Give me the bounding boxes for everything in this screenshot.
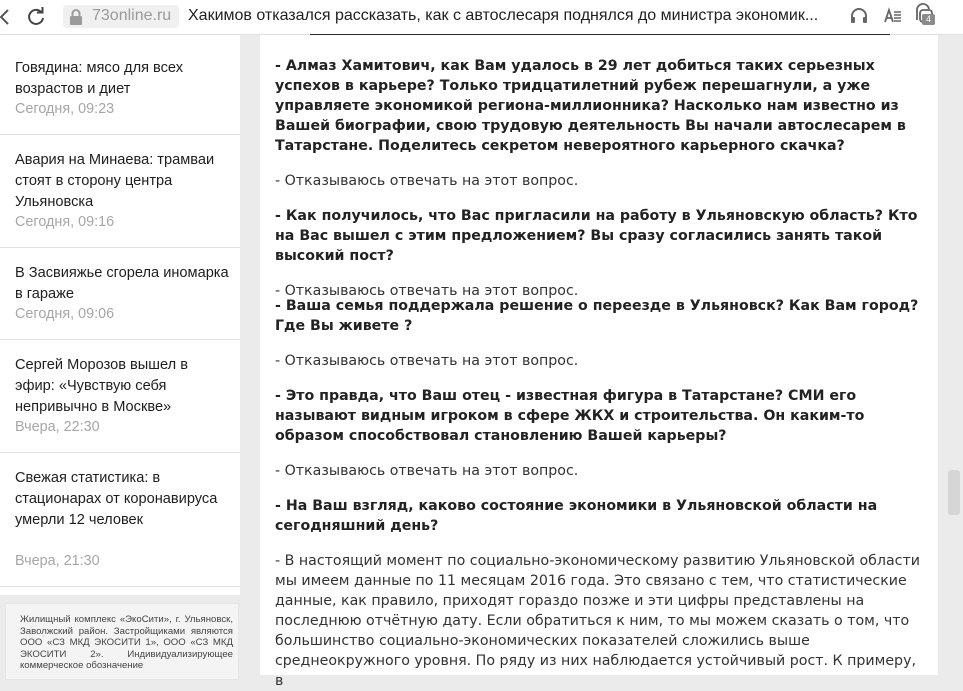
tabs-count-badge[interactable]: 4	[922, 14, 935, 25]
news-item-title[interactable]: Говядина: мясо для всех возрастов и диет	[15, 60, 184, 97]
interview-answer: - Отказываюсь отвечать на этот вопрос.	[275, 283, 579, 299]
interview-block	[275, 296, 925, 371]
interview-block	[275, 56, 925, 191]
interview-block	[275, 386, 925, 481]
page-scrollbar[interactable]	[948, 470, 960, 515]
news-item[interactable]	[0, 35, 240, 135]
news-item-title[interactable]: Авария на Минаева: трамваи стоят в сторону центра Ульяновска	[15, 152, 215, 210]
news-item[interactable]	[0, 247, 240, 340]
news-item[interactable]	[0, 339, 240, 453]
news-item-time: Сегодня, 09:16	[15, 214, 115, 230]
interview-block	[275, 496, 925, 691]
news-item-title[interactable]: Свежая статистика: в стационарах от коронавируса умерли 12 человек	[15, 470, 218, 528]
news-item-title[interactable]: Сергей Морозов вышел в эфир: «Чувствую себя непривычно в Москве»	[15, 357, 188, 415]
interview-question: - Ваша семья поддержала решение о переезде в Ульяновск? Как Вам город? Где Вы живете ?	[275, 298, 919, 334]
ad-disclaimer-text: Жилищный комплекс «ЭкоСити», г. Ульяновск, Заволжский район. Застройщиками являются ООО «СЗ МКД ЭКОСИТИ 1», ООО «СЗ МКД ЭКОСИТИ 2». Индивидуализирующее коммерческое обозначение	[20, 614, 233, 671]
news-item[interactable]	[0, 452, 240, 587]
browser-toolbar	[0, 0, 963, 35]
reader-mode-icon[interactable]	[884, 7, 902, 29]
interview-answer: - Отказываюсь отвечать на этот вопрос.	[275, 173, 579, 189]
interview-block	[275, 206, 925, 301]
news-item-time: Вчера, 21:30	[15, 553, 100, 569]
article-body	[260, 35, 938, 689]
interview-answer: - В настоящий момент по социально-экономическому развитию Ульяновской области мы имеем данные по 11 месяцам 2016 года. Это связано с тем, что статистические данные, как правило, приходят гораздо позже и эти цифры представлены на последнюю отчётную дату. Если обратиться к ним, то мы можем сказать о том, что большинство социально-экономических показателей сложились выше среднеокружного уровня. По ряду из них наблюдается устойчивый рост. К примеру, в	[275, 553, 920, 689]
news-item-time: Сегодня, 09:06	[15, 306, 115, 322]
interview-question: - Как получилось, что Вас пригласили на работу в Ульяновскую область? Кто на Вас вышел с этим предложением? Вы сразу согласились занять такой высокий пост?	[275, 208, 918, 264]
address-domain[interactable]: 73online.ru	[92, 7, 172, 24]
news-feed-sidebar	[0, 35, 240, 595]
page-title[interactable]: Хакимов отказался рассказать, как с автослесаря поднялся до министра экономик...	[188, 7, 819, 24]
reload-icon[interactable]	[25, 6, 49, 28]
interview-question: - Это правда, что Ваш отец - известная фигура в Татарстане? СМИ его называют видным игроком в сфере ЖКХ и строительства. Он каким-то образом способствовал становлению Вашей карьеры?	[275, 388, 865, 444]
headphones-icon[interactable]	[850, 7, 868, 29]
news-item-title[interactable]: В Засвияжье сгорела иномарка в гараже	[15, 265, 229, 302]
back-arrow-icon[interactable]	[0, 6, 18, 28]
lock-icon[interactable]	[69, 9, 83, 25]
news-item[interactable]	[0, 134, 240, 248]
interview-question: - Алмаз Хамитович, как Вам удалось в 29 лет добиться таких серьезных успехов в карьере? Только тридцатилетний рубеж перешагнули, а уже управляете экономикой региона-миллионника? Насколько нам известно из Вашей биографии, свою трудовую деятельность Вы начали автослесарем в Татарстане. Поделитесь секретом невероятного карьерного скачка?	[275, 58, 906, 154]
interview-answer: - Отказываюсь отвечать на этот вопрос.	[275, 463, 579, 479]
interview-question: - На Ваш взгляд, каково состояние экономики в Ульяновской области на сегодняшний день?	[275, 498, 878, 534]
news-item-time: Сегодня, 09:23	[15, 101, 115, 117]
advertisement-banner[interactable]	[5, 603, 239, 680]
interview-answer: - Отказываюсь отвечать на этот вопрос.	[275, 353, 579, 369]
news-item-time: Вчера, 22:30	[15, 419, 100, 435]
